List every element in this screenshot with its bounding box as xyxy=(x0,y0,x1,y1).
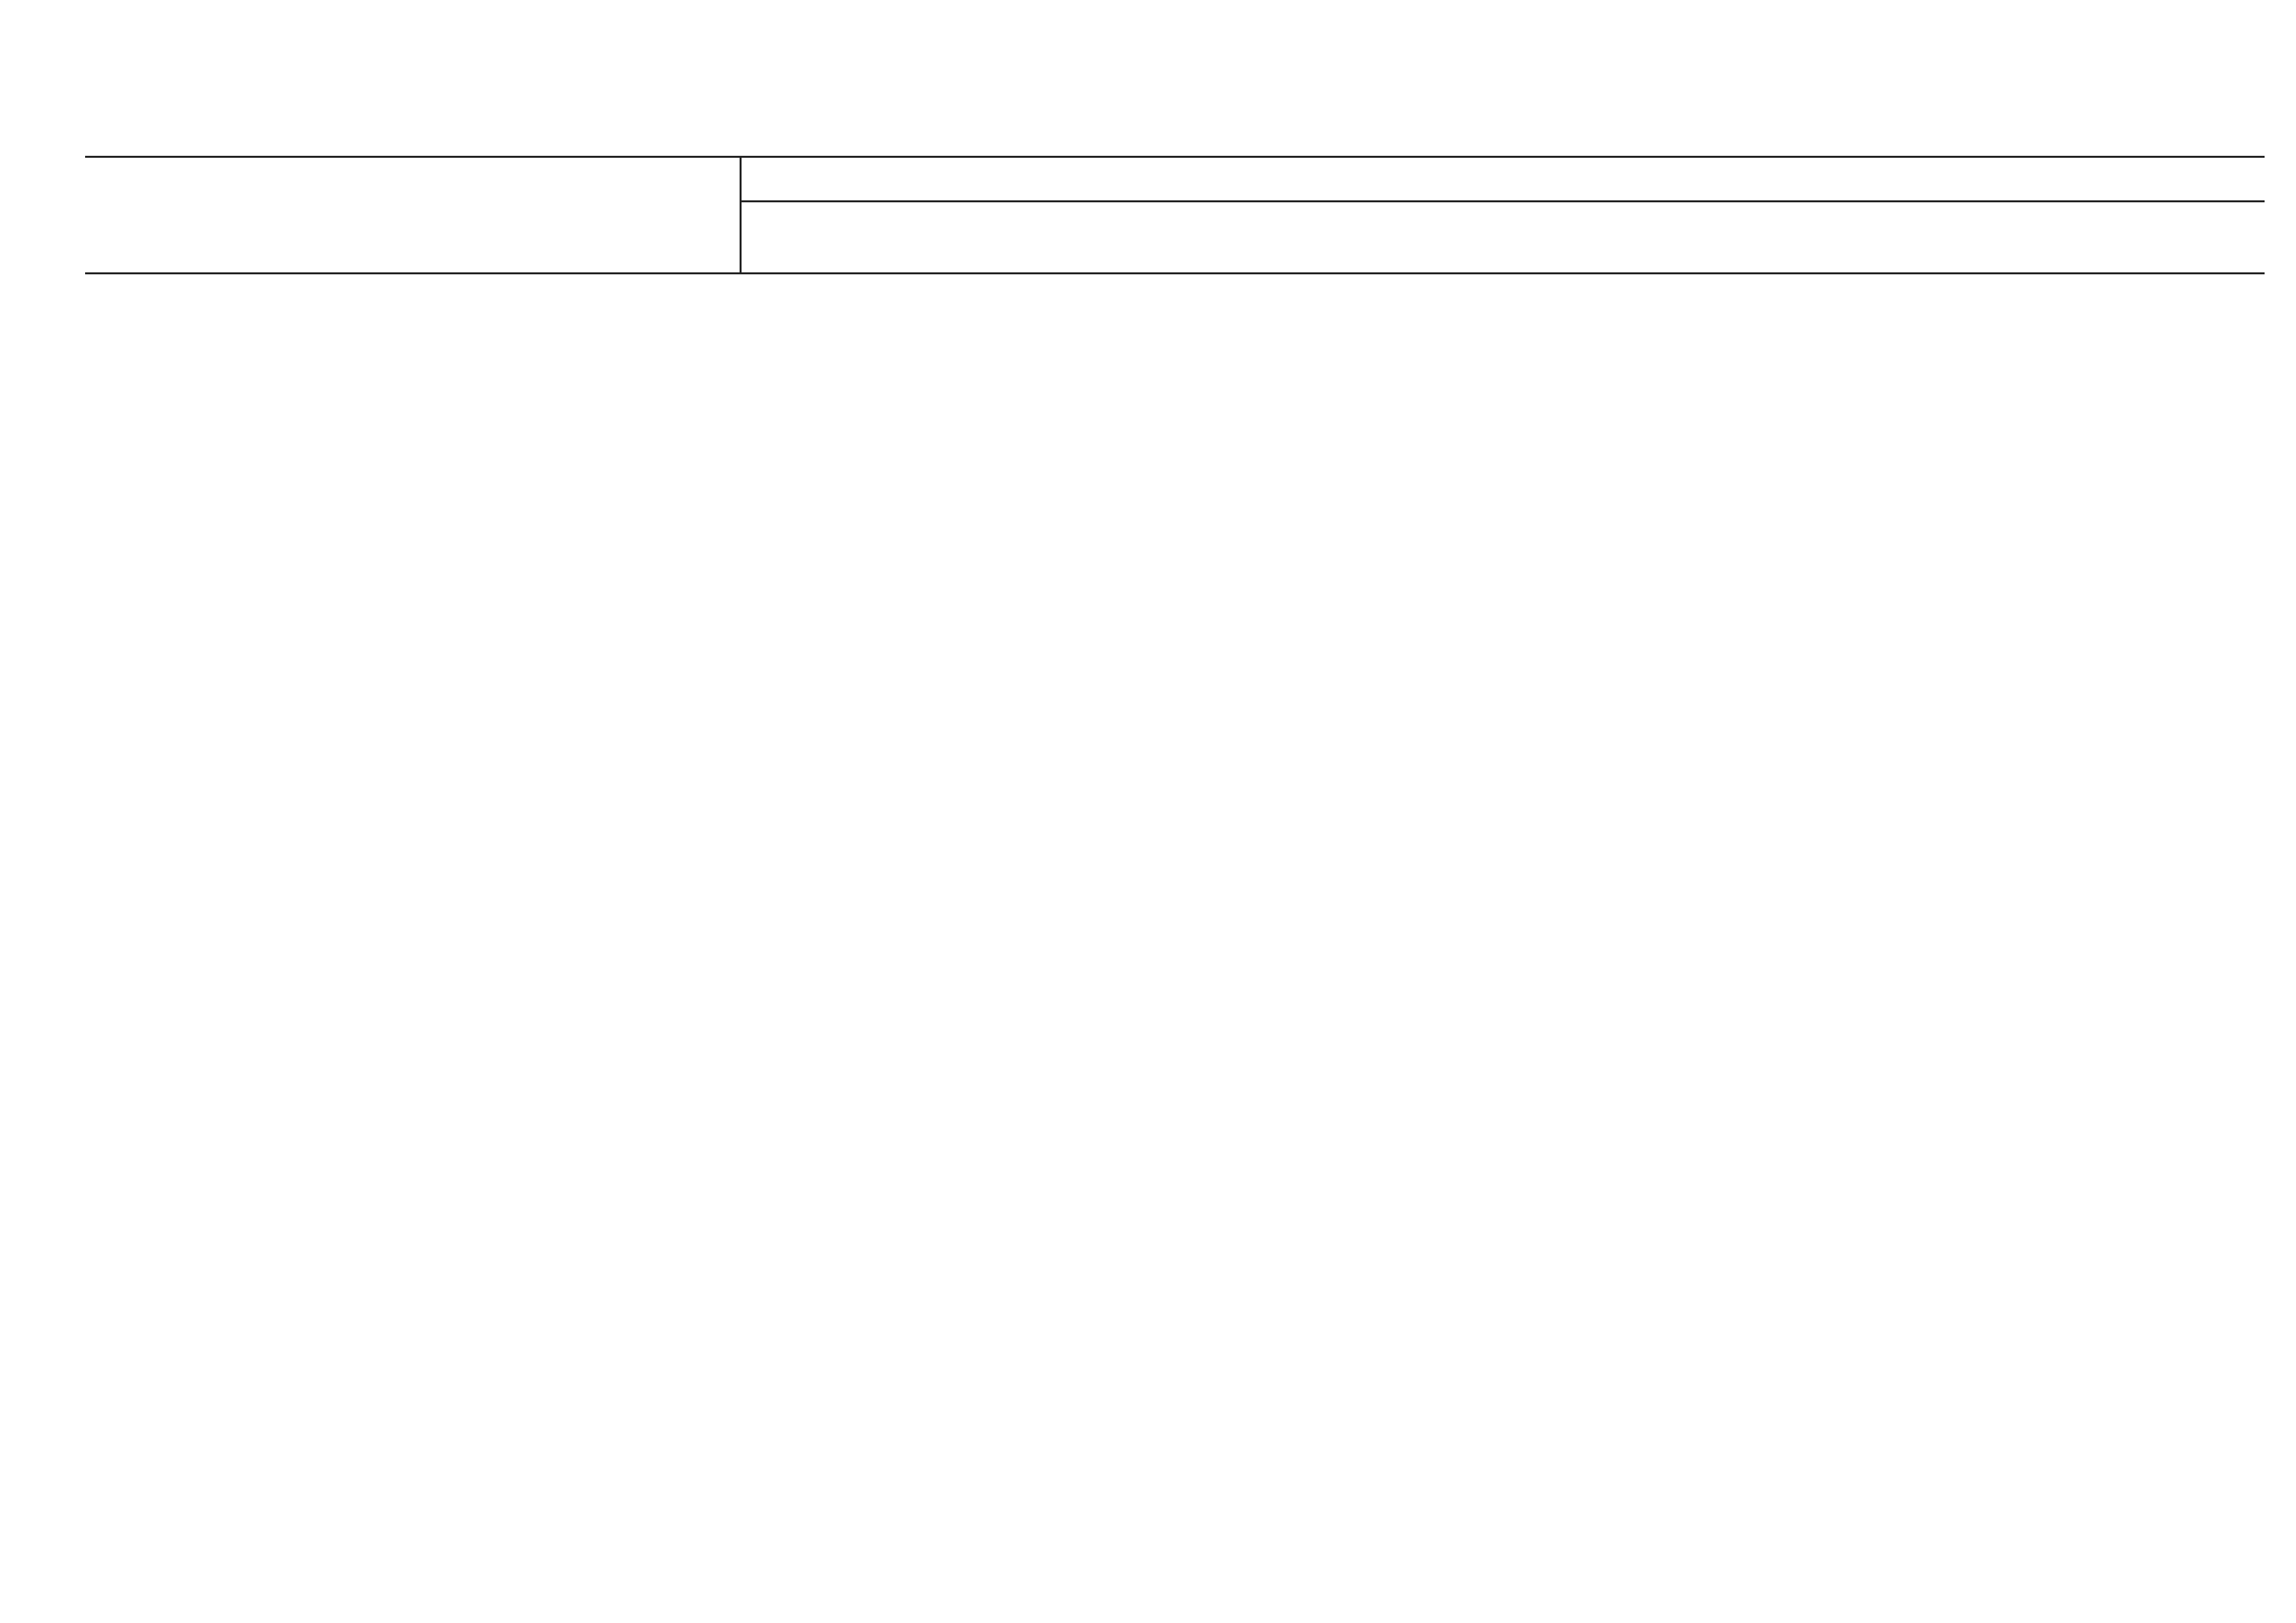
table-header-bottom-rule xyxy=(85,272,2265,274)
subject-column-divider xyxy=(740,156,742,274)
table-top-rule xyxy=(85,156,2265,158)
group-header-rule xyxy=(740,200,2265,202)
